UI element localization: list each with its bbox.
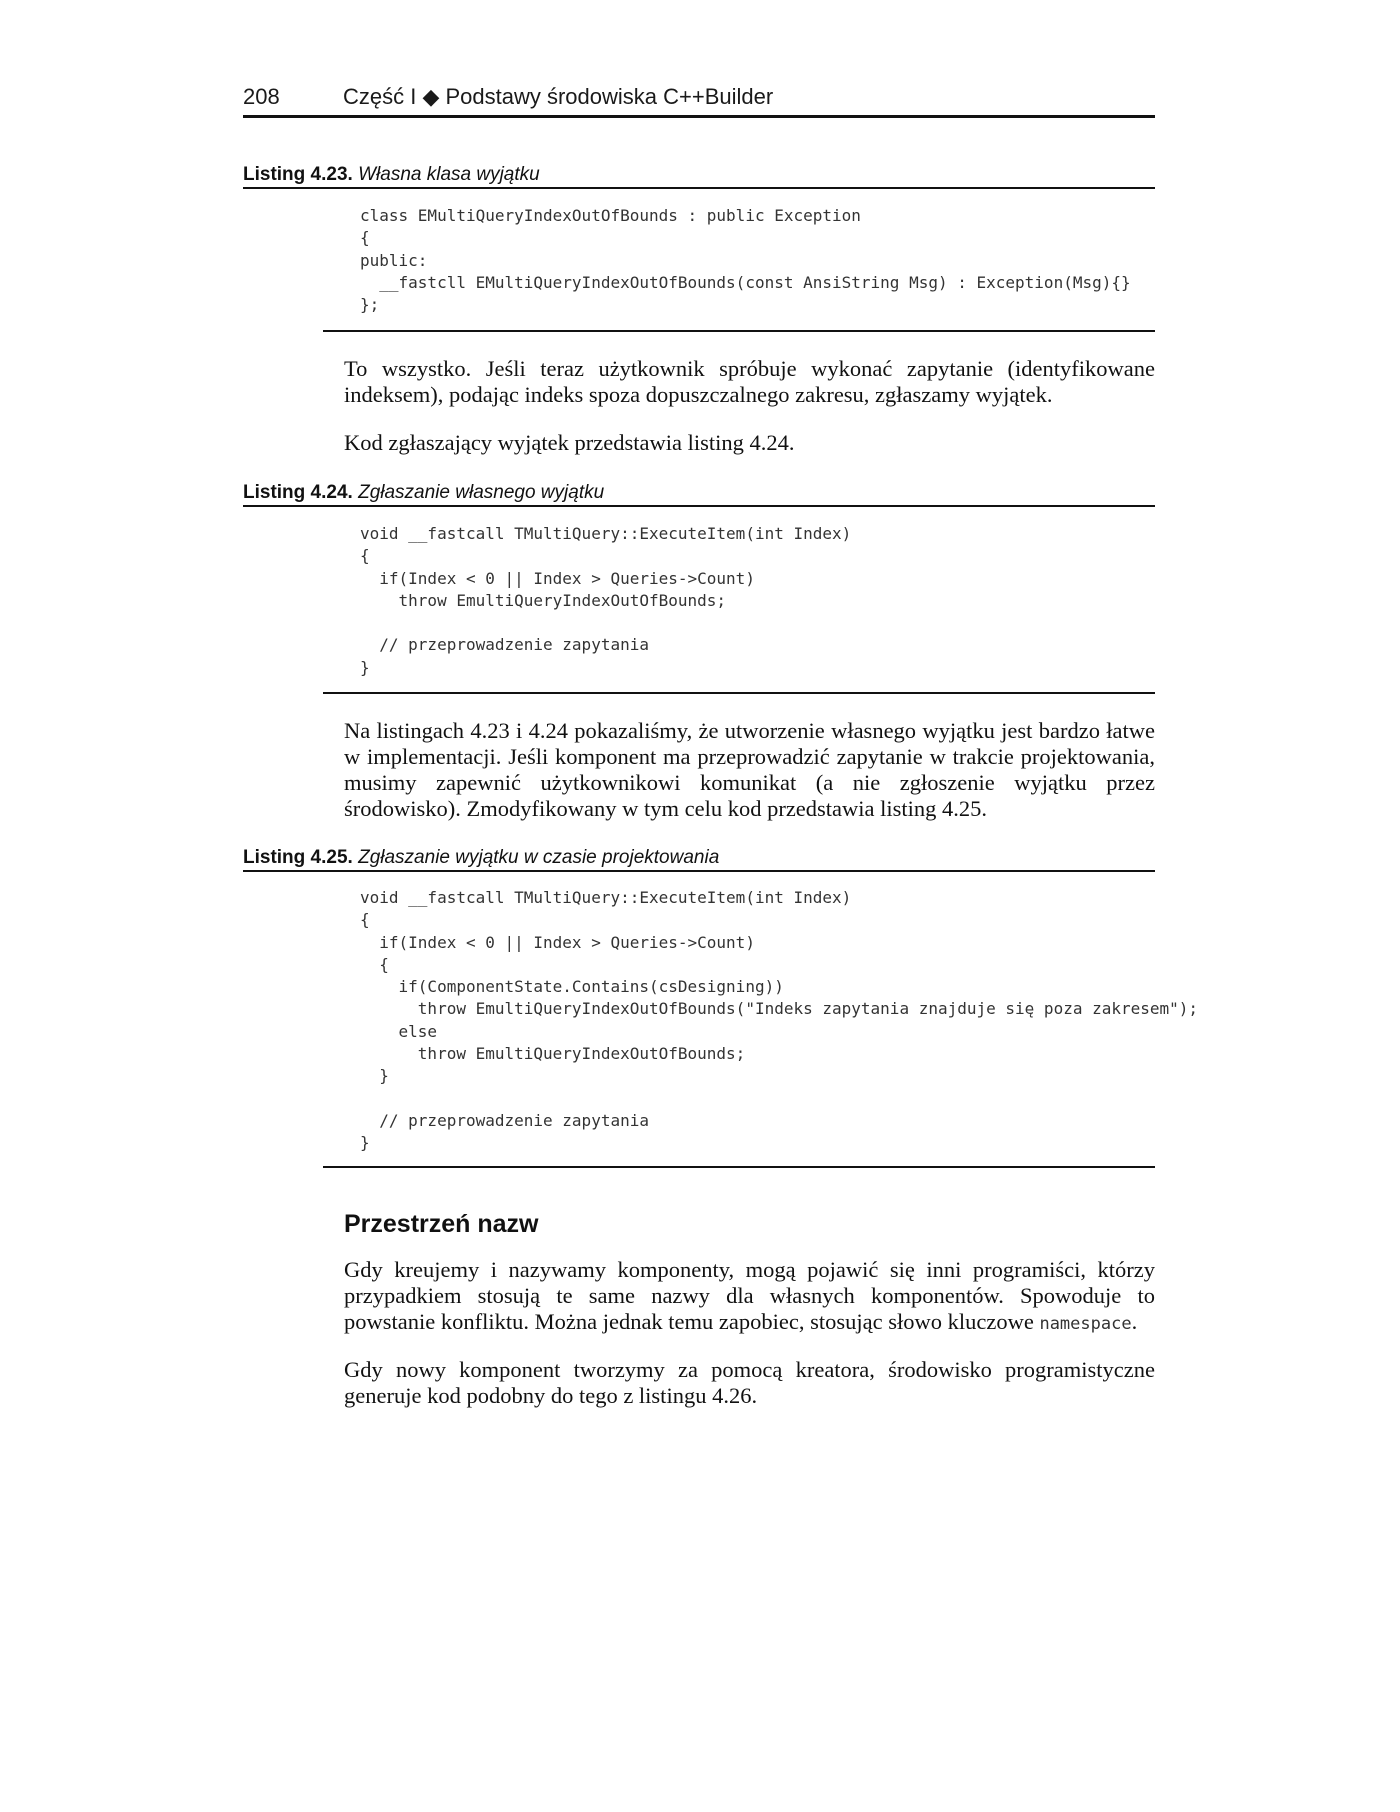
listing-title: Własna klasa wyjątku [358,164,540,185]
caption-rule [243,505,1155,507]
caption-rule [243,870,1155,872]
page-number: 208 [243,84,280,109]
paragraph-end: . [1131,1309,1138,1334]
paragraph: Na listingach 4.23 i 4.24 pokazaliśmy, że utworzenie własnego wyjątku jest bardzo łatwe w implementacji. Jeśli komponent ma przeprowadzić zapytanie w trakcie projektowania, musimy zapewnić użytkownikowi komunikat (a nie zgłoszenie wyjątku przez środowisko). Zmodyfikowany w tym celu kod przedstawia listing 4.25. [344,718,1155,821]
listing-number: Listing 4.24. [243,482,353,503]
running-head [243,84,1155,118]
paragraph [344,1257,1155,1337]
paragraph: To wszystko. Jeśli teraz użytkownik spróbuje wykonać zapytanie (identyfikowane indeksem), podając indeks spoza dopuszczalnego zakresu, zgłaszamy wyjątek. [344,356,1155,407]
paragraph-text: Gdy kreujemy i nazywamy komponenty, mogą pojawić się inni programiści, którzy przypadkiem stosują te same nazwy dla własnych komponentów. Spowoduje to powstanie konfliktu. Można jednak temu zapobiec, stosując słowo kluczowe [344,1257,1155,1334]
caption-rule [243,187,1155,189]
paragraph: Kod zgłaszający wyjątek przedstawia listing 4.24. [344,430,795,455]
inline-code: namespace [1039,1314,1132,1334]
listing-end-rule [323,1166,1155,1168]
listing-number: Listing 4.25. [243,847,353,868]
listing-caption-4-24 [243,482,1155,504]
running-head-title: Część I ◆ Podstawy środowiska C++Builder [343,84,774,109]
paragraph: Gdy nowy komponent tworzymy za pomocą kreatora, środowisko programistyczne generuje kod podobny do tego z listingu 4.26. [344,1357,1155,1408]
listing-end-rule [323,692,1155,694]
section-heading: Przestrzeń nazw [344,1210,539,1238]
code-block-4-25: void __fastcall TMultiQuery::ExecuteItem(int Index) { if(Index < 0 || Index > Queries->Count) { if(ComponentState.Contains(csDesigning)) throw EmultiQueryIndexOutOfBounds("Indeks zapytania znajduje się poza zakresem"); else throw EmultiQueryIndexOutOfBounds; } // przeprowadzenie zapytania } [360,888,1199,1153]
listing-title: Zgłaszanie wyjątku w czasie projektowania [358,847,720,868]
code-block-4-23: class EMultiQueryIndexOutOfBounds : public Exception { public: __fastcll EMultiQueryIndexOutOfBounds(const AnsiString Msg) : Exception(Msg){} }; [360,206,1131,315]
listing-number: Listing 4.23. [243,164,353,185]
listing-title: Zgłaszanie własnego wyjątku [358,482,605,503]
code-block-4-24: void __fastcall TMultiQuery::ExecuteItem(int Index) { if(Index < 0 || Index > Queries->Count) throw EmultiQueryIndexOutOfBounds; // przeprowadzenie zapytania } [360,524,852,677]
listing-caption-4-25 [243,847,1155,869]
running-head-rule [243,115,1155,118]
listing-caption-4-23 [243,164,1155,186]
listing-end-rule [323,330,1155,332]
